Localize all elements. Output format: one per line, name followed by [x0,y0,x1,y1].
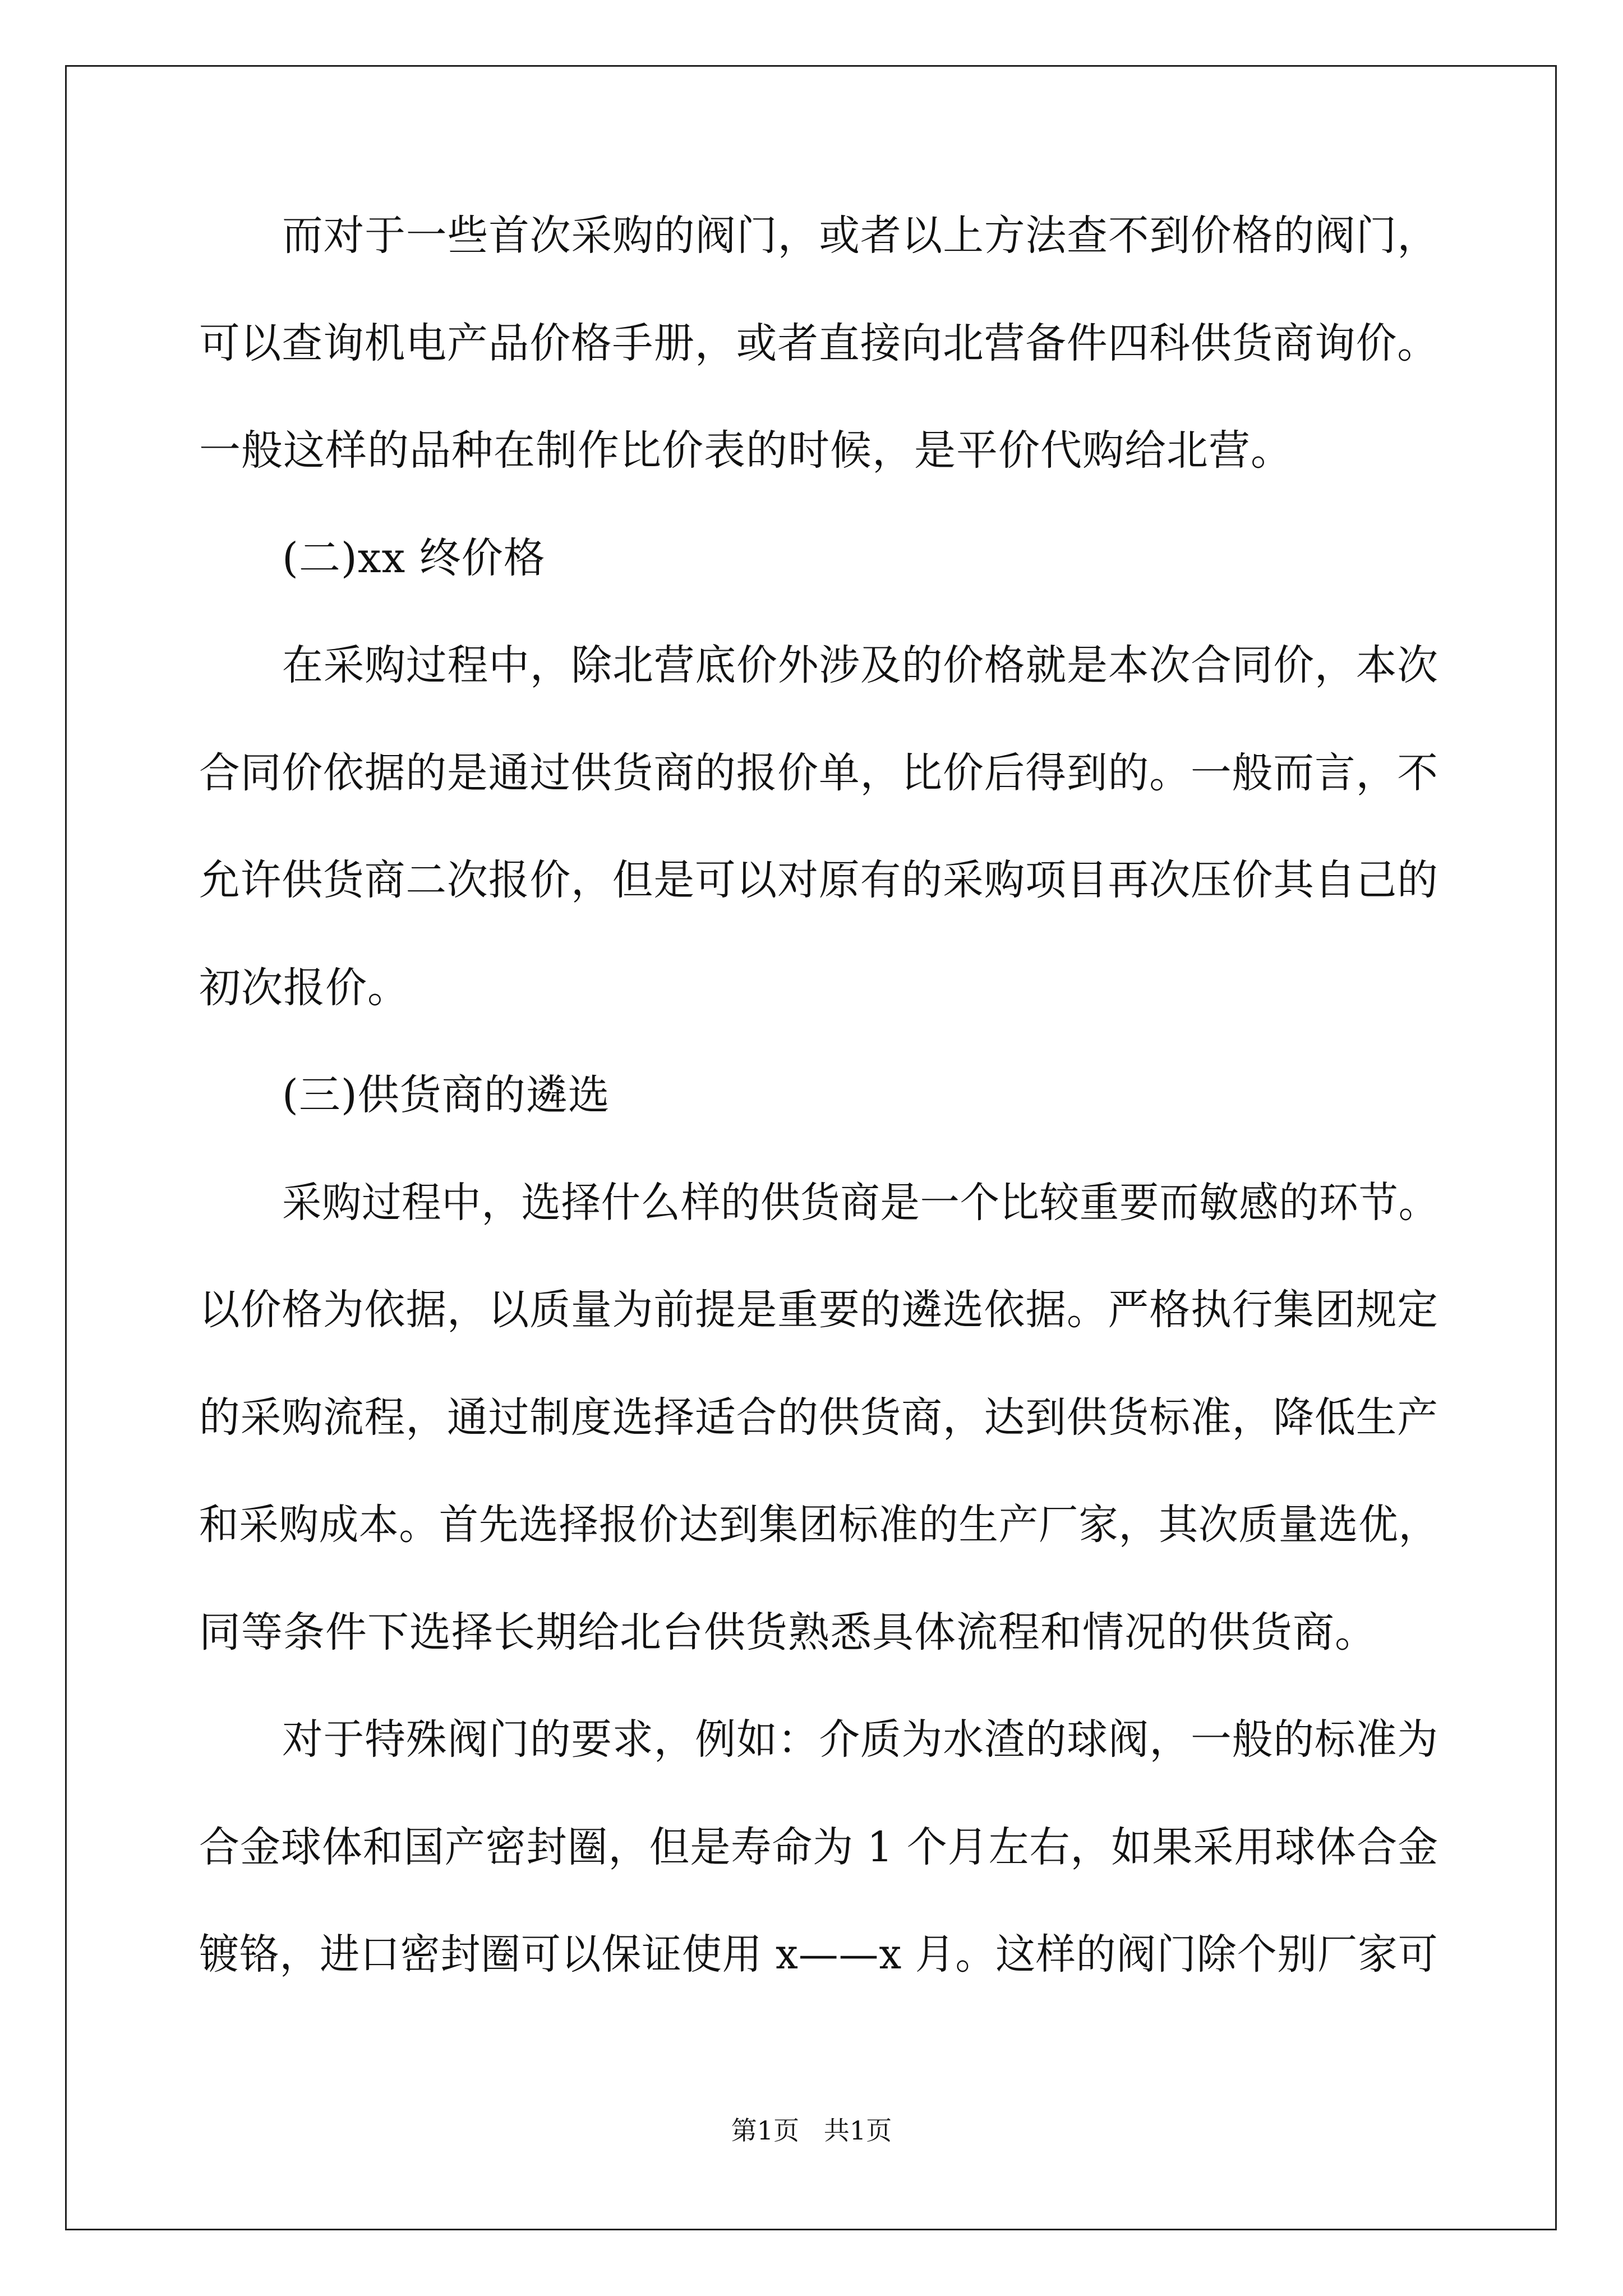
page-border [65,65,1557,2230]
text-line: 同等条件下选择长期给北台供货熟悉具体流程和情况的供货商。 [199,1608,1377,1657]
text-line: 的采购流程，通过制度选择适合的供货商，达到供货标准，降低生产 [199,1393,1438,1442]
text-line: 合同价依据的是通过供货商的报价单，比价后得到的。一般而言，不 [199,749,1438,797]
text-line: 以价格为依据，以质量为前提是重要的遴选依据。严格执行集团规定 [199,1286,1438,1334]
text-line: 可以查询机电产品价格手册，或者直接向北营备件四科供货商询价。 [199,319,1438,367]
page-footer: 第1页 共1页 [731,2115,892,2146]
text-line: 和采购成本。首先选择报价达到集团标准的生产厂家，其次质量选优， [199,1501,1438,1549]
text-line: 采购过程中，选择什么样的供货商是一个比较重要而敏感的环节。 [282,1179,1438,1227]
text-line: 合金球体和国产密封圈，但是寿命为 1 个月左右，如果采用球体合金 [199,1823,1439,1871]
text-line: 对于特殊阀门的要求，例如：介质为水渣的球阀，一般的标准为 [282,1715,1438,1764]
text-line: 镀铬，进口密封圈可以保证使用 x——x 月。这样的阀门除个别厂家可 [199,1930,1438,1978]
text-line: 初次报价。 [199,964,409,1012]
text-line: 而对于一些首次采购的阀门，或者以上方法查不到价格的阀门， [282,211,1438,260]
text-line: 在采购过程中，除北营底价外涉及的价格就是本次合同价，本次 [282,641,1438,689]
text-line: (二)xx 终价格 [282,534,546,582]
text-line: 一般这样的品种在制作比价表的时候，是平价代购给北营。 [199,426,1293,475]
text-line: 允许供货商二次报价，但是可以对原有的采购项目再次压价其自己的 [199,856,1438,904]
text-line: (三)供货商的遴选 [282,1071,610,1119]
